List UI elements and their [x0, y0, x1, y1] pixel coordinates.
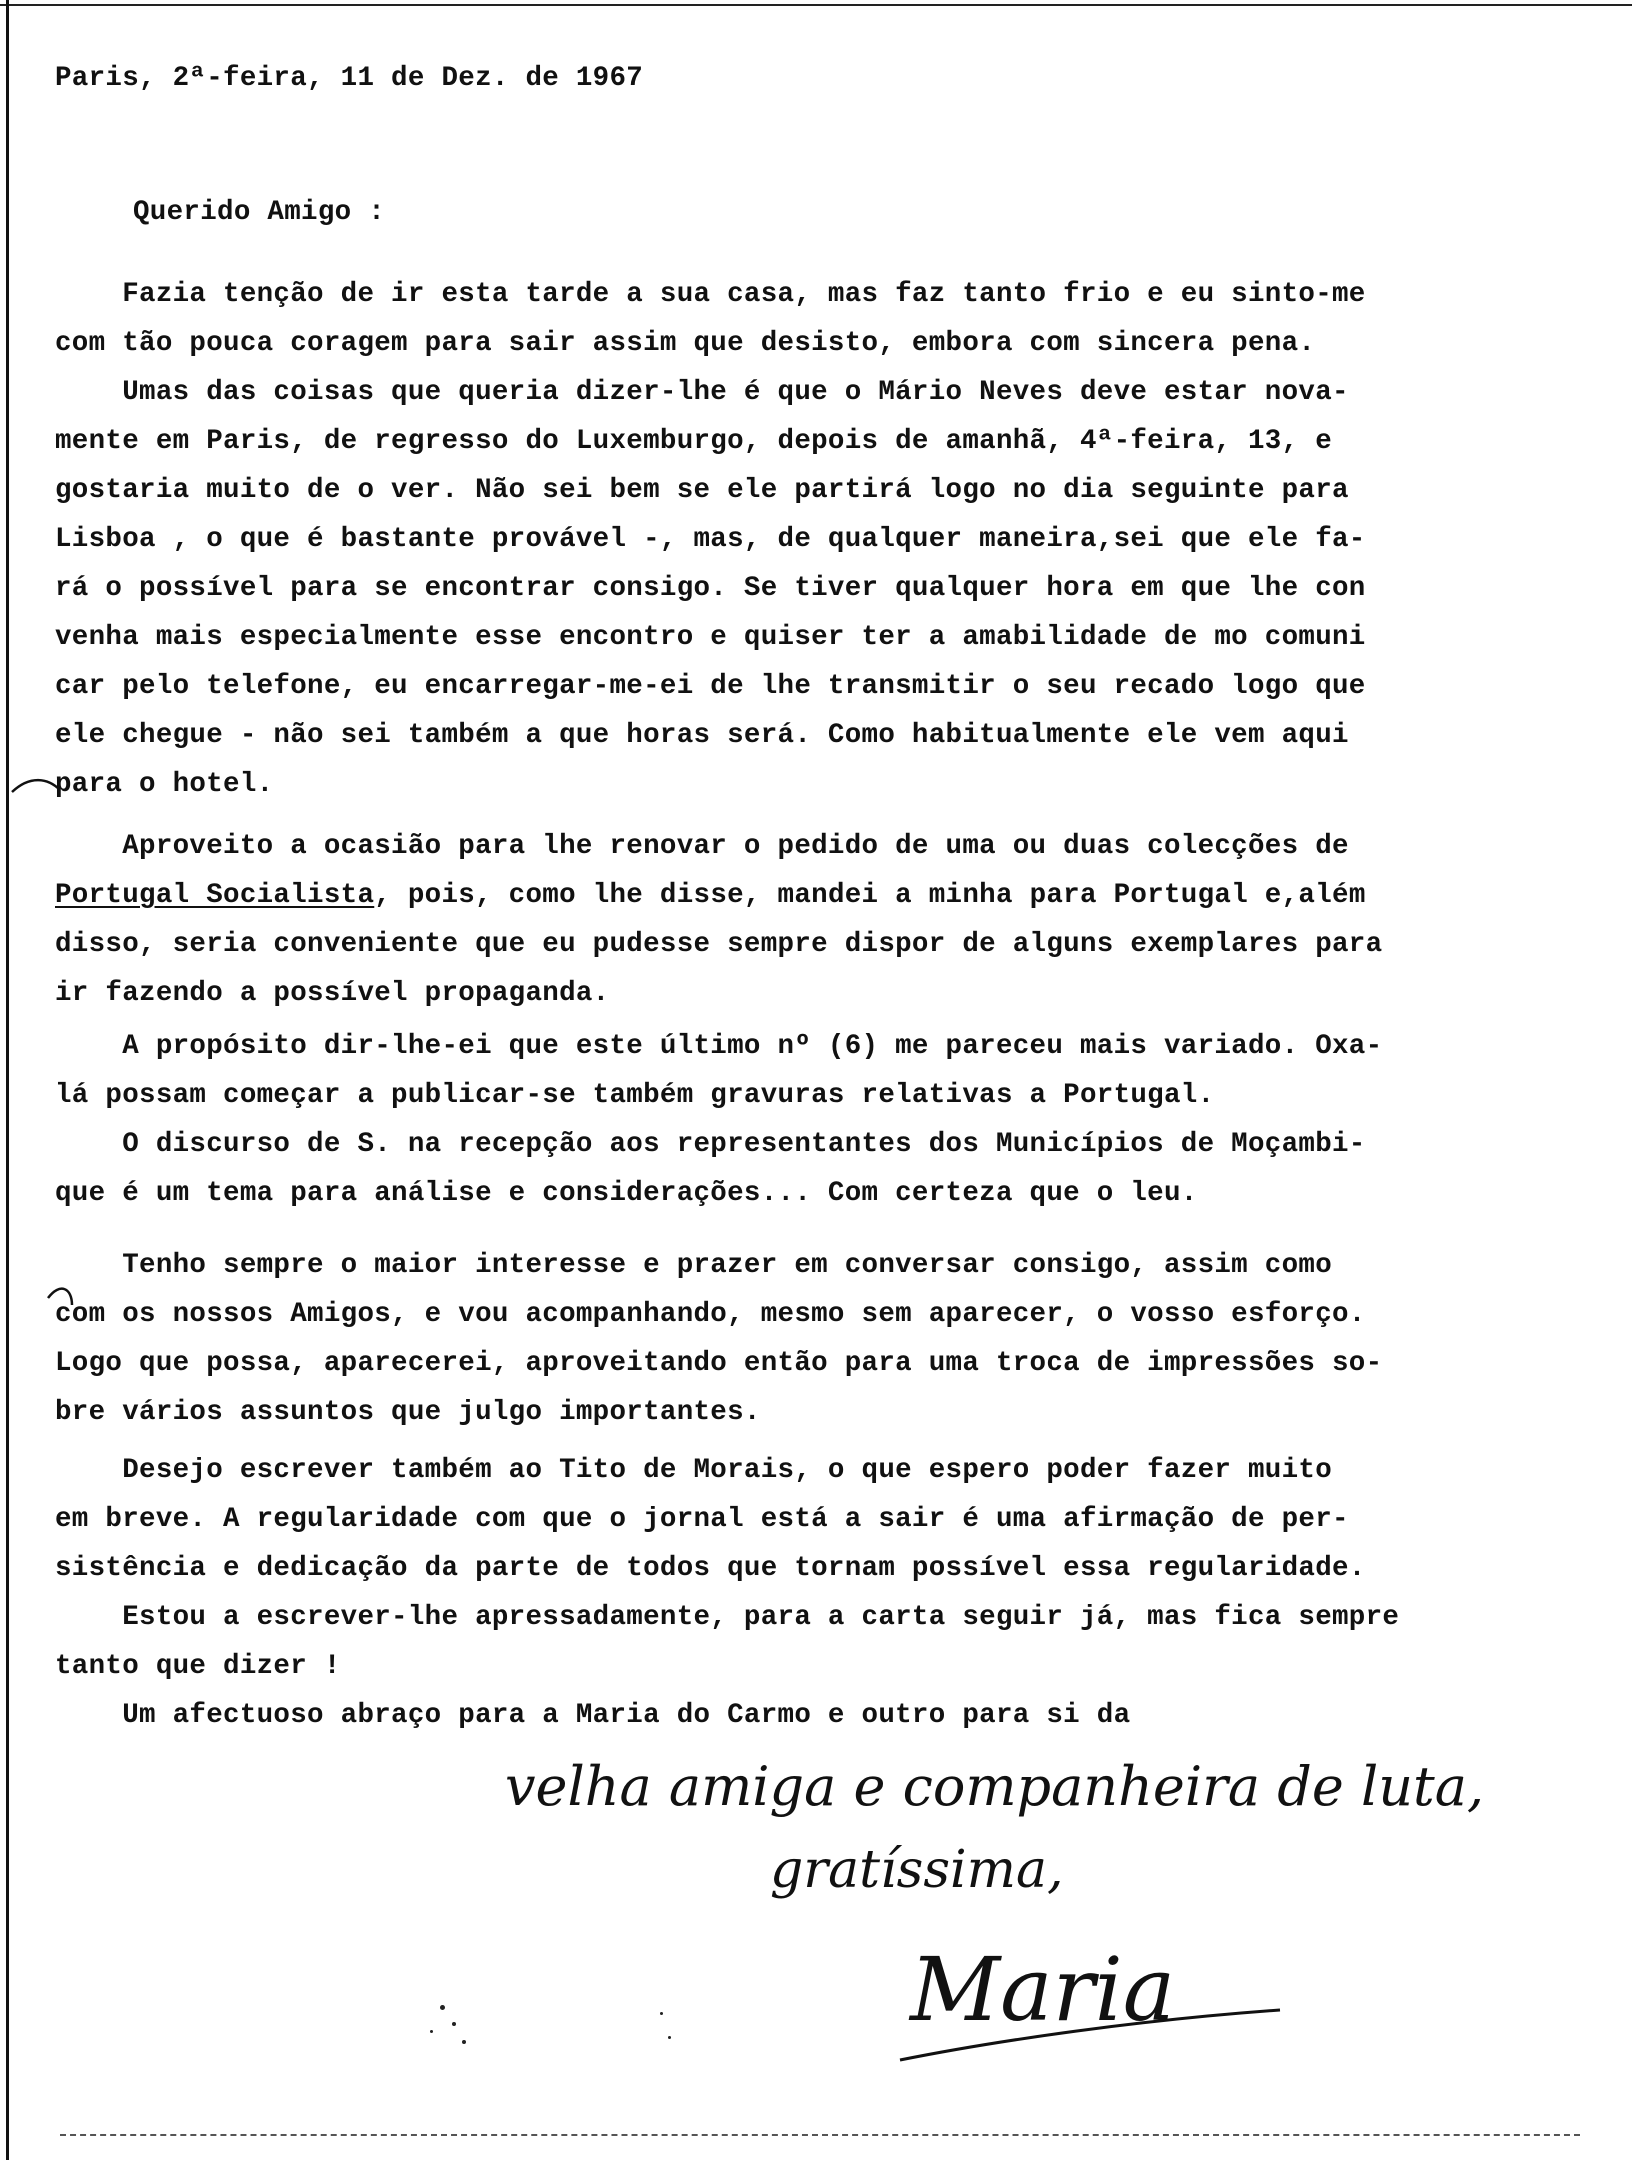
- body-line: tanto que dizer !: [55, 1651, 341, 1682]
- body-line: ir fazendo a possível propaganda.: [55, 978, 610, 1009]
- body-line: Lisboa , o que é bastante provável -, mas, de qualquer maneira,sei que ele fa-: [55, 524, 1366, 555]
- margin-bracket-mark: [12, 780, 60, 792]
- ink-speck: [440, 2005, 445, 2010]
- body-line: bre vários assuntos que julgo importantes.: [55, 1397, 761, 1428]
- body-line: para o hotel.: [55, 769, 274, 800]
- body-line: que é um tema para análise e considerações... Com certeza que o leu.: [55, 1178, 1198, 1209]
- body-line: Logo que possa, aparecerei, aproveitando então para uma troca de impressões so-: [55, 1348, 1383, 1379]
- handwritten-closing-line-1: velha amiga e companheira de luta,: [505, 1755, 1485, 1818]
- ink-speck: [462, 2040, 466, 2044]
- newspaper-title: Portugal Socialista: [55, 880, 375, 911]
- body-line: com tão pouca coragem para sair assim que desisto, embora com sincera pena.: [55, 328, 1316, 359]
- ink-speck: [452, 2022, 456, 2026]
- body-line: Tenho sempre o maior interesse e prazer em conversar consigo, assim como: [55, 1250, 1333, 1281]
- body-line: com os nossos Amigos, e vou acompanhando, mesmo sem aparecer, o vosso esforço.: [55, 1299, 1366, 1330]
- body-line: lá possam começar a publicar-se também gravuras relativas a Portugal.: [55, 1080, 1215, 1111]
- blank-guide: [660, 2035, 1565, 2130]
- signature-text: Maria: [910, 1938, 1176, 2041]
- handwritten-closing-line-2: gratíssima,: [770, 1840, 1064, 1900]
- body-line: mente em Paris, de regresso do Luxemburgo, depois de amanhã, 4ª-feira, 13, e: [55, 426, 1333, 457]
- ink-speck: [668, 2036, 671, 2039]
- body-line: venha mais especialmente esse encontro e quiser ter a amabilidade de mo comuni: [55, 622, 1366, 653]
- body-line: Desejo escrever também ao Tito de Morais, o que espero poder fazer muito: [55, 1455, 1333, 1486]
- body-line-rest: , pois, como lhe disse, mandei a minha para Portugal e,além: [374, 880, 1366, 911]
- salutation: Querido Amigo :: [133, 197, 386, 228]
- body-line: Fazia tenção de ir esta tarde a sua casa, mas faz tanto frio e eu sinto-me: [55, 279, 1366, 310]
- body-line: Aproveito a ocasião para lhe renovar o pedido de uma ou duas colecções de: [55, 831, 1349, 862]
- body-line: sistência e dedicação da parte de todos que tornam possível essa regularidade.: [55, 1553, 1366, 1584]
- body-line: ele chegue - não sei também a que horas será. Como habitualmente ele vem aqui: [55, 720, 1349, 751]
- body-line: car pelo telefone, eu encarregar-me-ei de lhe transmitir o seu recado logo que: [55, 671, 1366, 702]
- body-line: Umas das coisas que queria dizer-lhe é que o Mário Neves deve estar nova-: [55, 377, 1349, 408]
- body-line: em breve. A regularidade com que o jornal está a sair é uma afirmação de per-: [55, 1504, 1349, 1535]
- body-line: disso, seria conveniente que eu pudesse sempre dispor de alguns exemplares para: [55, 929, 1383, 960]
- body-line: Um afectuoso abraço para a Maria do Carmo e outro para si da: [55, 1700, 1131, 1731]
- body-line: Estou a escrever-lhe apressadamente, para a carta seguir já, mas fica sempre: [55, 1602, 1400, 1633]
- ink-speck: [430, 2030, 433, 2033]
- body-line: gostaria muito de o ver. Não sei bem se ele partirá logo no dia seguinte para: [55, 475, 1349, 506]
- margin-bracket-mark: [48, 1289, 72, 1305]
- page-bottom-edge: [60, 2134, 1580, 2136]
- dateline: Paris, 2ª-feira, 11 de Dez. de 1967: [55, 63, 644, 94]
- ink-speck: [660, 2012, 663, 2015]
- body-line: A propósito dir-lhe-ei que este último nº (6) me pareceu mais variado. Oxa-: [55, 1031, 1383, 1062]
- body-line: O discurso de S. na recepção aos representantes dos Municípios de Moçambi-: [55, 1129, 1366, 1160]
- body-line: rá o possível para se encontrar consigo. Se tiver qualquer hora em que lhe con: [55, 573, 1366, 604]
